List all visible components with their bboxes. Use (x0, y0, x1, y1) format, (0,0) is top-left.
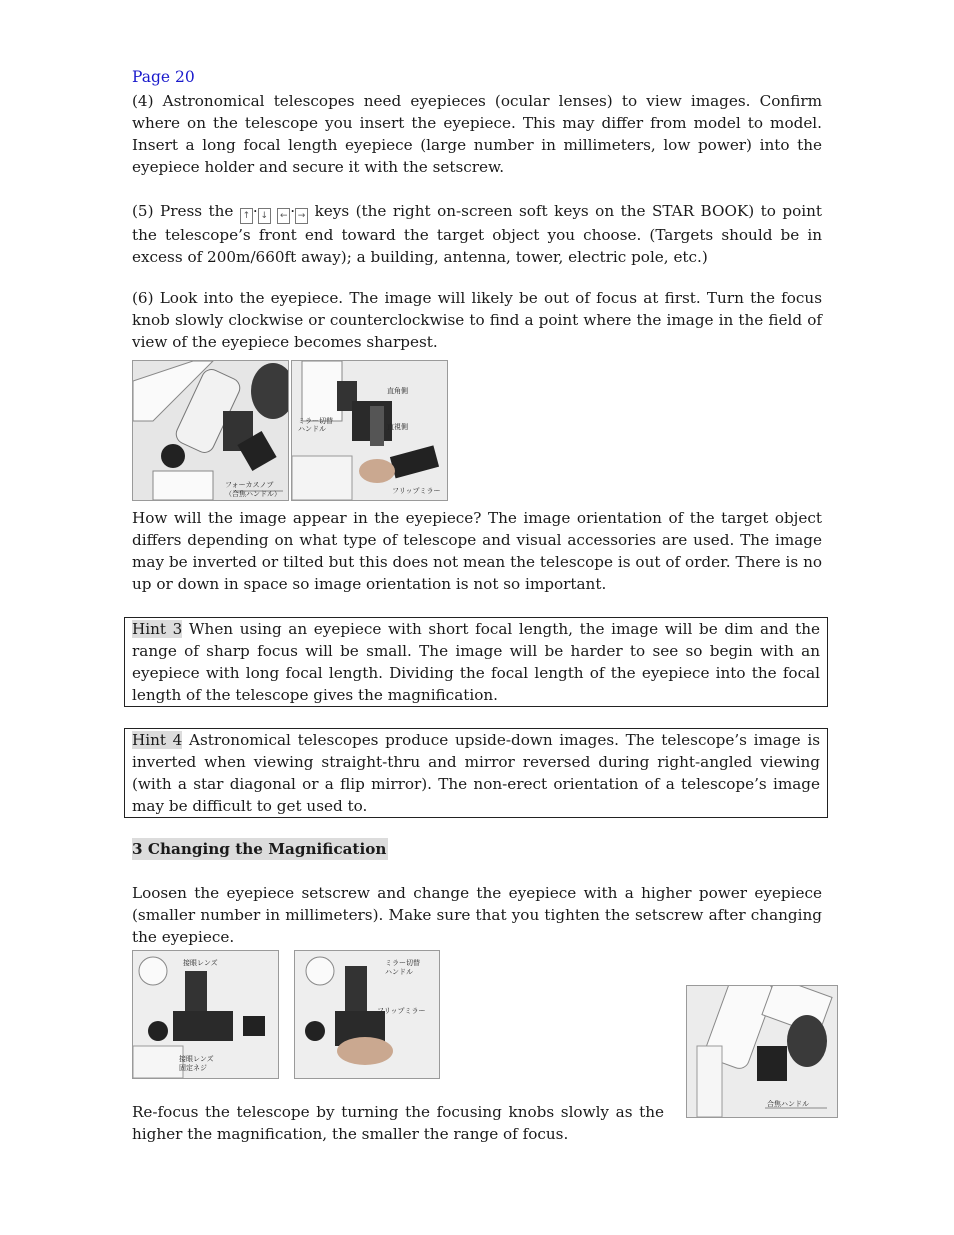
focus-handle-photo (687, 986, 837, 1117)
down-key-icon: ↓ (258, 208, 271, 224)
photo4-label-flip-mirror: フリップミラー (377, 1007, 426, 1015)
hint-3-text: When using an eyepiece with short focal length, the image will be dim and the range of sharp focus will be small. The image will be harder to see so begin with an eyepiece with long focal length. Dividing the focal length of the eyepiece into the focal length of the telescope gives the magnification. (132, 620, 821, 704)
photo-flip-mirror (291, 360, 448, 501)
section-heading: 3 Changing the Magnification (132, 840, 387, 858)
paragraph-refocus: Re-focus the telescope by turning the focusing knobs slowly as the higher the magnification, the smaller the range of focus. (132, 1103, 664, 1143)
paragraph-image-orientation: How will the image appear in the eyepiece? The image orientation of the target object differs depending on what type of telescope and visual accessories are used. The image may be inverted or tilted but this does not mean the telescope is out of order. There is no up or down in space so image orientation is not so important. (132, 509, 822, 593)
hint-3-box (124, 617, 828, 707)
photo2-label-mirror-handle-2: ハンドル (298, 425, 326, 433)
right-key-icon: → (295, 208, 308, 224)
photo-focus-handle (686, 985, 838, 1118)
paragraph-step-5: (5) Press the ↑ · ↓ ← · → keys (the right on-screen soft keys on the STAR BOOK) to point the telescope’s front end toward the target object you choose. (Targets should be in excess of 200m/660ft away); a building, antenna, tower, electric pole, etc.) (132, 202, 823, 266)
page-number: Page 20 (132, 68, 195, 86)
photo2-label-flip-mirror: フリップミラー (392, 487, 441, 495)
paragraph-step-4: (4) Astronomical telescopes need eyepieces (ocular lenses) to view images. Confirm where on the telescope you insert the eyepiece. This may differ from model to model. Insert a long focal length eyepiece (large number in millimeters, low power) into the eyepiece holder and secure it with the setscrew. (132, 92, 822, 176)
photo4-label-mirror-2: ハンドル (385, 968, 413, 976)
photo-flip-mirror-2 (294, 950, 440, 1079)
flip-mirror-photo (292, 361, 447, 500)
hint-4-label: Hint 4 (132, 731, 183, 749)
photo4-label-mirror-1: ミラー切替 (385, 959, 420, 967)
hint-4-text: Astronomical telescopes produce upside-down images. The telescope’s image is inverted when viewing straight-thru and mirror reversed during right-angled viewing (with a star diagonal or a flip mirror). The non-erect orientation of a telescope’s image may be difficult to get used to. (132, 731, 820, 815)
up-key-icon: ↑ (240, 208, 253, 224)
photo-focus-knob (132, 360, 289, 501)
photo2-label-mirror-handle-1: ミラー切替 (298, 417, 333, 425)
photo3-label-screw-1: 接眼レンズ (179, 1055, 214, 1063)
left-key-icon: ← (277, 208, 290, 224)
flip-mirror-2-photo (295, 951, 439, 1078)
photo1-caption-line1: フォーカスノブ (225, 481, 274, 489)
step-5-body: keys (the right on-screen soft keys on the STAR BOOK) to point the telescope’s front end toward the target object you choose. (Targets should be in excess of 200m/660ft away); a building, antenna, tower, electric pole, etc.) (132, 202, 823, 266)
hint-3-label: Hint 3 (132, 620, 183, 638)
eyepiece-photo (133, 951, 278, 1078)
photo3-label-screw-2: 固定ネジ (179, 1064, 207, 1072)
photo3-label-eyepiece: 接眼レンズ (183, 959, 218, 967)
hint-4-box (124, 728, 828, 818)
step-5-intro: (5) Press the (132, 202, 240, 220)
paragraph-change-magnification: Loosen the eyepiece setscrew and change the eyepiece with a higher power eyepiece (smaller number in millimeters). Make sure that you tighten the setscrew after changing the eyepiece. (132, 884, 822, 946)
photo2-label-right-angle: 直角側 (387, 387, 408, 395)
photo-eyepiece (132, 950, 279, 1079)
photo1-caption-line2: （合焦ハンドル） (225, 490, 281, 498)
photo2-label-straight: 直視側 (387, 423, 408, 431)
photo5-label-focus-handle: 合焦ハンドル (767, 1100, 809, 1108)
telescope-focus-photo (133, 361, 288, 500)
paragraph-step-6: (6) Look into the eyepiece. The image will likely be out of focus at first. Turn the focus knob slowly clockwise or counterclockwise to find a point where the image in the field of view of the eyepiece becomes sharpest. (132, 289, 822, 351)
